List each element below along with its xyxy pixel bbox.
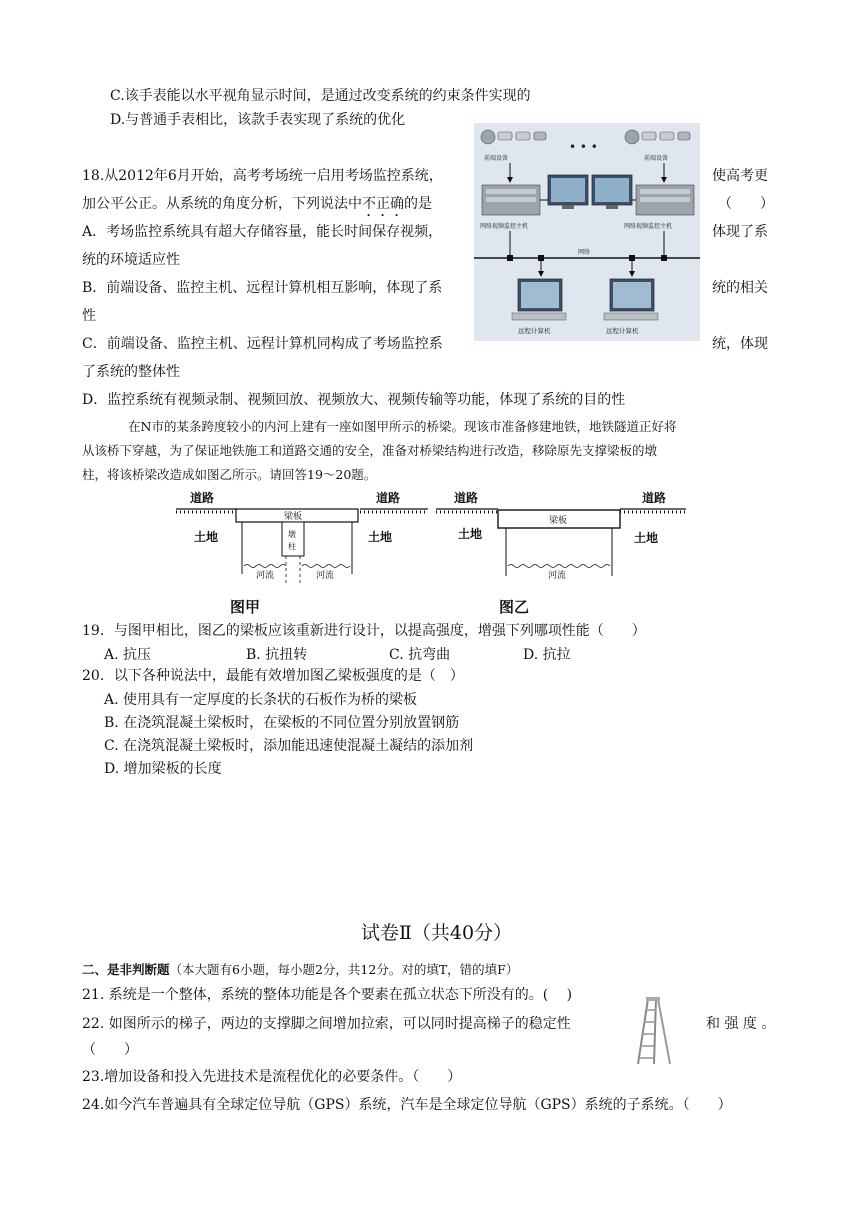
q20-option-c: C. 在浇筑混凝土梁板时，添加能迅速使混凝土凝结的添加剂 bbox=[104, 738, 474, 754]
river-label: 河流 bbox=[548, 571, 567, 581]
road-label: 道路 bbox=[376, 491, 401, 505]
road-label: 道路 bbox=[642, 491, 667, 505]
beam-label: 梁板 bbox=[284, 512, 303, 522]
q18-option-d: D．监控系统有视频录制、视频回放、视频放大、视频传输等功能，体现了系统的目的性 bbox=[82, 392, 626, 408]
host-label-left: 网络视频监控主机 bbox=[480, 223, 529, 230]
q19-stem: 19．与图甲相比，图乙的梁板应该重新进行设计，以提高强度，增强下列哪项性能（ ） bbox=[82, 623, 646, 639]
front-device-label-right: 前端设备 bbox=[644, 155, 669, 162]
remote-label-left: 远程计算机 bbox=[518, 327, 551, 335]
q18-answer-paren: （ ） bbox=[718, 196, 774, 212]
passage-line2: 从该桥下穿越，为了保证地铁施工和道路交通的安全，准备对桥梁结构进行改造，移除原先支撑梁板的墩 bbox=[82, 443, 658, 458]
land-label: 土地 bbox=[458, 527, 483, 541]
section-header-note: （本大题有6小题，每小题2分，共12分。对的填T，错的填F） bbox=[169, 962, 519, 977]
q18-option-b: B．前端设备、监控主机、远程计算机相互影响，体现了系 bbox=[82, 280, 443, 296]
q20-stem: 20．以下各种说法中，最能有效增加图乙梁板强度的是（ ） bbox=[82, 668, 464, 684]
q19-option-b: B. 抗扭转 bbox=[246, 647, 308, 663]
tf-q24: 24.如今汽车普遍具有全球定位导航（GPS）系统，汽车是全球定位导航（GPS）系统的子系统。（ ） bbox=[82, 1097, 732, 1113]
q18-stem-line1-right: 使高考更 bbox=[712, 168, 768, 184]
tf-q22-right: 和 强 度 。 bbox=[706, 1016, 776, 1032]
passage-line1: 在N市的某条跨度较小的内河上建有一座如图甲所示的桥梁。现该市准备修建地铁，地铁隧道正好将 bbox=[128, 419, 677, 434]
figure-caption-b: 图乙 bbox=[499, 598, 530, 616]
q18-option-c-right: 统，体现 bbox=[712, 336, 768, 352]
monitoring-system-figure bbox=[474, 123, 700, 341]
land-label: 土地 bbox=[634, 531, 659, 545]
q18-option-b-cont: 性 bbox=[82, 308, 96, 324]
river-label: 河流 bbox=[256, 571, 275, 581]
q20-option-a: A. 使用具有一定厚度的长条状的石板作为桥的梁板 bbox=[104, 692, 418, 708]
section-header-label: 二、是非判断题 bbox=[82, 962, 170, 977]
computer-icon bbox=[512, 279, 566, 320]
river-label: 河流 bbox=[316, 571, 335, 581]
passage-line3: 柱，将该桥梁改造成如图乙所示。请回答19～20题。 bbox=[82, 467, 377, 482]
q18-stem-line2 bbox=[82, 195, 432, 220]
ellipsis-dots: • • • bbox=[569, 140, 598, 154]
land-label: 土地 bbox=[194, 530, 219, 544]
bridge-figure-b bbox=[436, 490, 686, 581]
q18-stem-emphasis: 不正确 bbox=[362, 196, 404, 212]
q18-option-a-cont: 统的环境适应性 bbox=[82, 252, 180, 268]
q18-option-a-right: 体现了系 bbox=[712, 224, 768, 240]
q17-option-d: D.与普通手表相比，该款手表实现了系统的优化 bbox=[110, 112, 406, 128]
q18-option-c: C．前端设备、监控主机、远程计算机同构成了考场监控系 bbox=[82, 336, 443, 352]
bridge-figures bbox=[172, 486, 692, 616]
q20-option-b: B. 在浇筑混凝土梁板时，在梁板的不同位置分别放置钢筋 bbox=[104, 715, 460, 731]
bridge-figure-a bbox=[176, 490, 428, 586]
ladder-icon bbox=[634, 996, 674, 1066]
remote-label-right: 远程计算机 bbox=[606, 327, 639, 335]
q19-option-d: D. 抗拉 bbox=[523, 647, 571, 663]
front-device-label-left: 前端设备 bbox=[484, 155, 509, 162]
road-label: 道路 bbox=[190, 491, 215, 505]
q17-option-c: C.该手表能以水平视角显示时间，是通过改变系统的约束条件实现的 bbox=[110, 88, 531, 104]
section-header bbox=[82, 961, 518, 979]
pier-label-1: 墩 bbox=[288, 530, 296, 539]
figure-caption-a: 图甲 bbox=[230, 598, 261, 616]
pier-label-2: 柱 bbox=[288, 542, 296, 551]
q19-option-c: C. 抗弯曲 bbox=[389, 647, 451, 663]
q20-option-d: D. 增加梁板的长度 bbox=[104, 761, 222, 777]
tf-q21: 21. 系统是一个整体，系统的整体功能是各个要素在孤立状态下所没有的。( ) bbox=[82, 987, 573, 1003]
q18-option-b-right: 统的相关 bbox=[712, 280, 768, 296]
road-label: 道路 bbox=[454, 491, 479, 505]
q18-option-c-cont: 了系统的整体性 bbox=[82, 364, 180, 380]
server-icon bbox=[636, 185, 694, 215]
q18-stem-line1: 18.从2012年6月开始，高考考场统一启用考场监控系统， bbox=[82, 168, 443, 184]
tf-q23: 23.增加设备和投入先进技术是流程优化的必要条件。（ ） bbox=[82, 1069, 462, 1085]
host-label-right: 网络视频监控主机 bbox=[624, 223, 673, 230]
tf-q22: 22. 如图所示的梯子，两边的支撑脚之间增加拉索，可以同时提高梯子的稳定性 bbox=[82, 1016, 571, 1032]
q18-stem-post: 的是 bbox=[404, 196, 432, 212]
q19-option-a: A. 抗压 bbox=[104, 647, 152, 663]
tf-q22-paren: （ ） bbox=[82, 1042, 138, 1058]
land-label: 土地 bbox=[368, 530, 393, 544]
network-label: 网络 bbox=[578, 249, 591, 256]
server-icon bbox=[482, 185, 540, 215]
part2-title: 试卷Ⅱ（共40分） bbox=[361, 922, 513, 944]
computer-icon bbox=[604, 279, 658, 320]
q18-stem-pre: 加公平公正。从系统的角度分析，下列说法中 bbox=[82, 196, 362, 212]
q18-option-a: A．考场监控系统具有超大存储容量，能长时间保存视频， bbox=[82, 224, 443, 240]
beam-label: 梁板 bbox=[549, 516, 568, 526]
